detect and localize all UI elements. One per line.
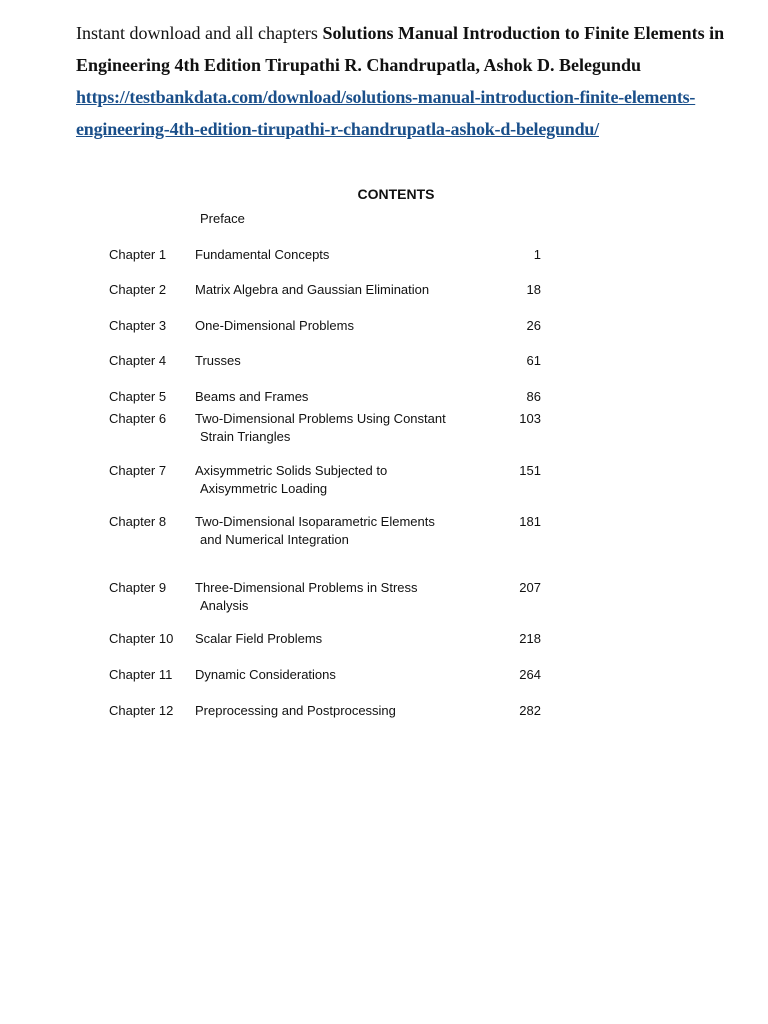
intro-text: Instant download and all chapters: [76, 23, 318, 43]
chapter-label: Chapter 4: [109, 353, 167, 368]
chapter-title-line-2: and Numerical Integration: [200, 532, 349, 547]
download-link-line-2[interactable]: engineering-4th-edition-tirupathi-r-chandrupatla-ashok-d-belegundu/: [76, 119, 599, 139]
chapter-page: 207: [519, 580, 541, 595]
download-link-line-1[interactable]: https://testbankdata.com/download/solutions-manual-introduction-finite-elements-: [76, 87, 696, 107]
chapter-title-line-1: Preprocessing and Postprocessing: [195, 703, 396, 718]
chapter-page: 181: [519, 514, 541, 529]
chapter-page: 61: [526, 353, 541, 368]
chapter-title-line-1: Two-Dimensional Isoparametric Elements: [195, 514, 435, 529]
chapter-title-line-2: Strain Triangles: [200, 429, 291, 444]
chapter-page: 18: [526, 282, 541, 297]
chapter-title-line-1: Trusses: [195, 353, 241, 368]
book-title: Solutions Manual Introduction to Finite Elements in Engineering 4th Edition Tirupathi R. Chandrupatla, Ashok D. Belegundu: [76, 23, 725, 75]
chapter-page: 282: [519, 703, 541, 718]
chapter-title: [195, 388, 485, 406]
chapter-title: [195, 410, 485, 446]
chapter-label: Chapter 8: [109, 514, 167, 529]
chapter-label: Chapter 12: [109, 703, 174, 718]
chapter-title: [195, 352, 485, 370]
chapter-title: [195, 630, 485, 648]
chapter-title-line-1: Dynamic Considerations: [195, 667, 336, 682]
chapter-title-line-1: Matrix Algebra and Gaussian Elimination: [195, 282, 430, 297]
chapter-title: [195, 513, 485, 549]
chapter-page: 264: [519, 667, 541, 682]
chapter-title: [195, 246, 485, 264]
chapter-title-line-1: Scalar Field Problems: [195, 631, 323, 646]
chapter-title-line-1: Fundamental Concepts: [195, 247, 330, 262]
chapter-page: 26: [526, 318, 541, 333]
chapter-label: Chapter 10: [109, 631, 174, 646]
chapter-title-line-1: Two-Dimensional Problems Using Constant: [195, 411, 446, 426]
chapter-page: 218: [519, 631, 541, 646]
chapter-label: Chapter 1: [109, 247, 167, 262]
chapter-title: [195, 666, 485, 684]
chapter-page: 1: [533, 247, 541, 262]
chapter-title-line-2: Analysis: [200, 598, 249, 613]
chapter-title-line-2: Axisymmetric Loading: [200, 481, 328, 496]
chapter-label: Chapter 3: [109, 318, 167, 333]
chapter-title-line-1: Three-Dimensional Problems in Stress: [195, 580, 418, 595]
chapter-title: [195, 702, 485, 720]
chapter-page: 103: [519, 411, 541, 426]
chapter-title-line-1: One-Dimensional Problems: [195, 318, 354, 333]
chapter-label: Chapter 5: [109, 389, 167, 404]
chapter-title-line-1: Axisymmetric Solids Subjected to: [195, 463, 388, 478]
preface-entry: Preface: [200, 211, 245, 226]
chapter-label: Chapter 11: [109, 667, 173, 682]
chapter-title: [195, 579, 485, 615]
contents-heading: CONTENTS: [357, 186, 435, 202]
chapter-label: Chapter 7: [109, 463, 167, 478]
chapter-title: [195, 462, 485, 498]
chapter-page: 151: [519, 463, 541, 478]
chapter-title: [195, 281, 485, 299]
chapter-label: Chapter 9: [109, 580, 167, 595]
chapter-label: Chapter 2: [109, 282, 167, 297]
chapter-label: Chapter 6: [109, 411, 167, 426]
chapter-title: [195, 317, 485, 335]
chapter-page: 86: [526, 389, 541, 404]
document-header: [76, 17, 736, 145]
chapter-title-line-1: Beams and Frames: [195, 389, 309, 404]
